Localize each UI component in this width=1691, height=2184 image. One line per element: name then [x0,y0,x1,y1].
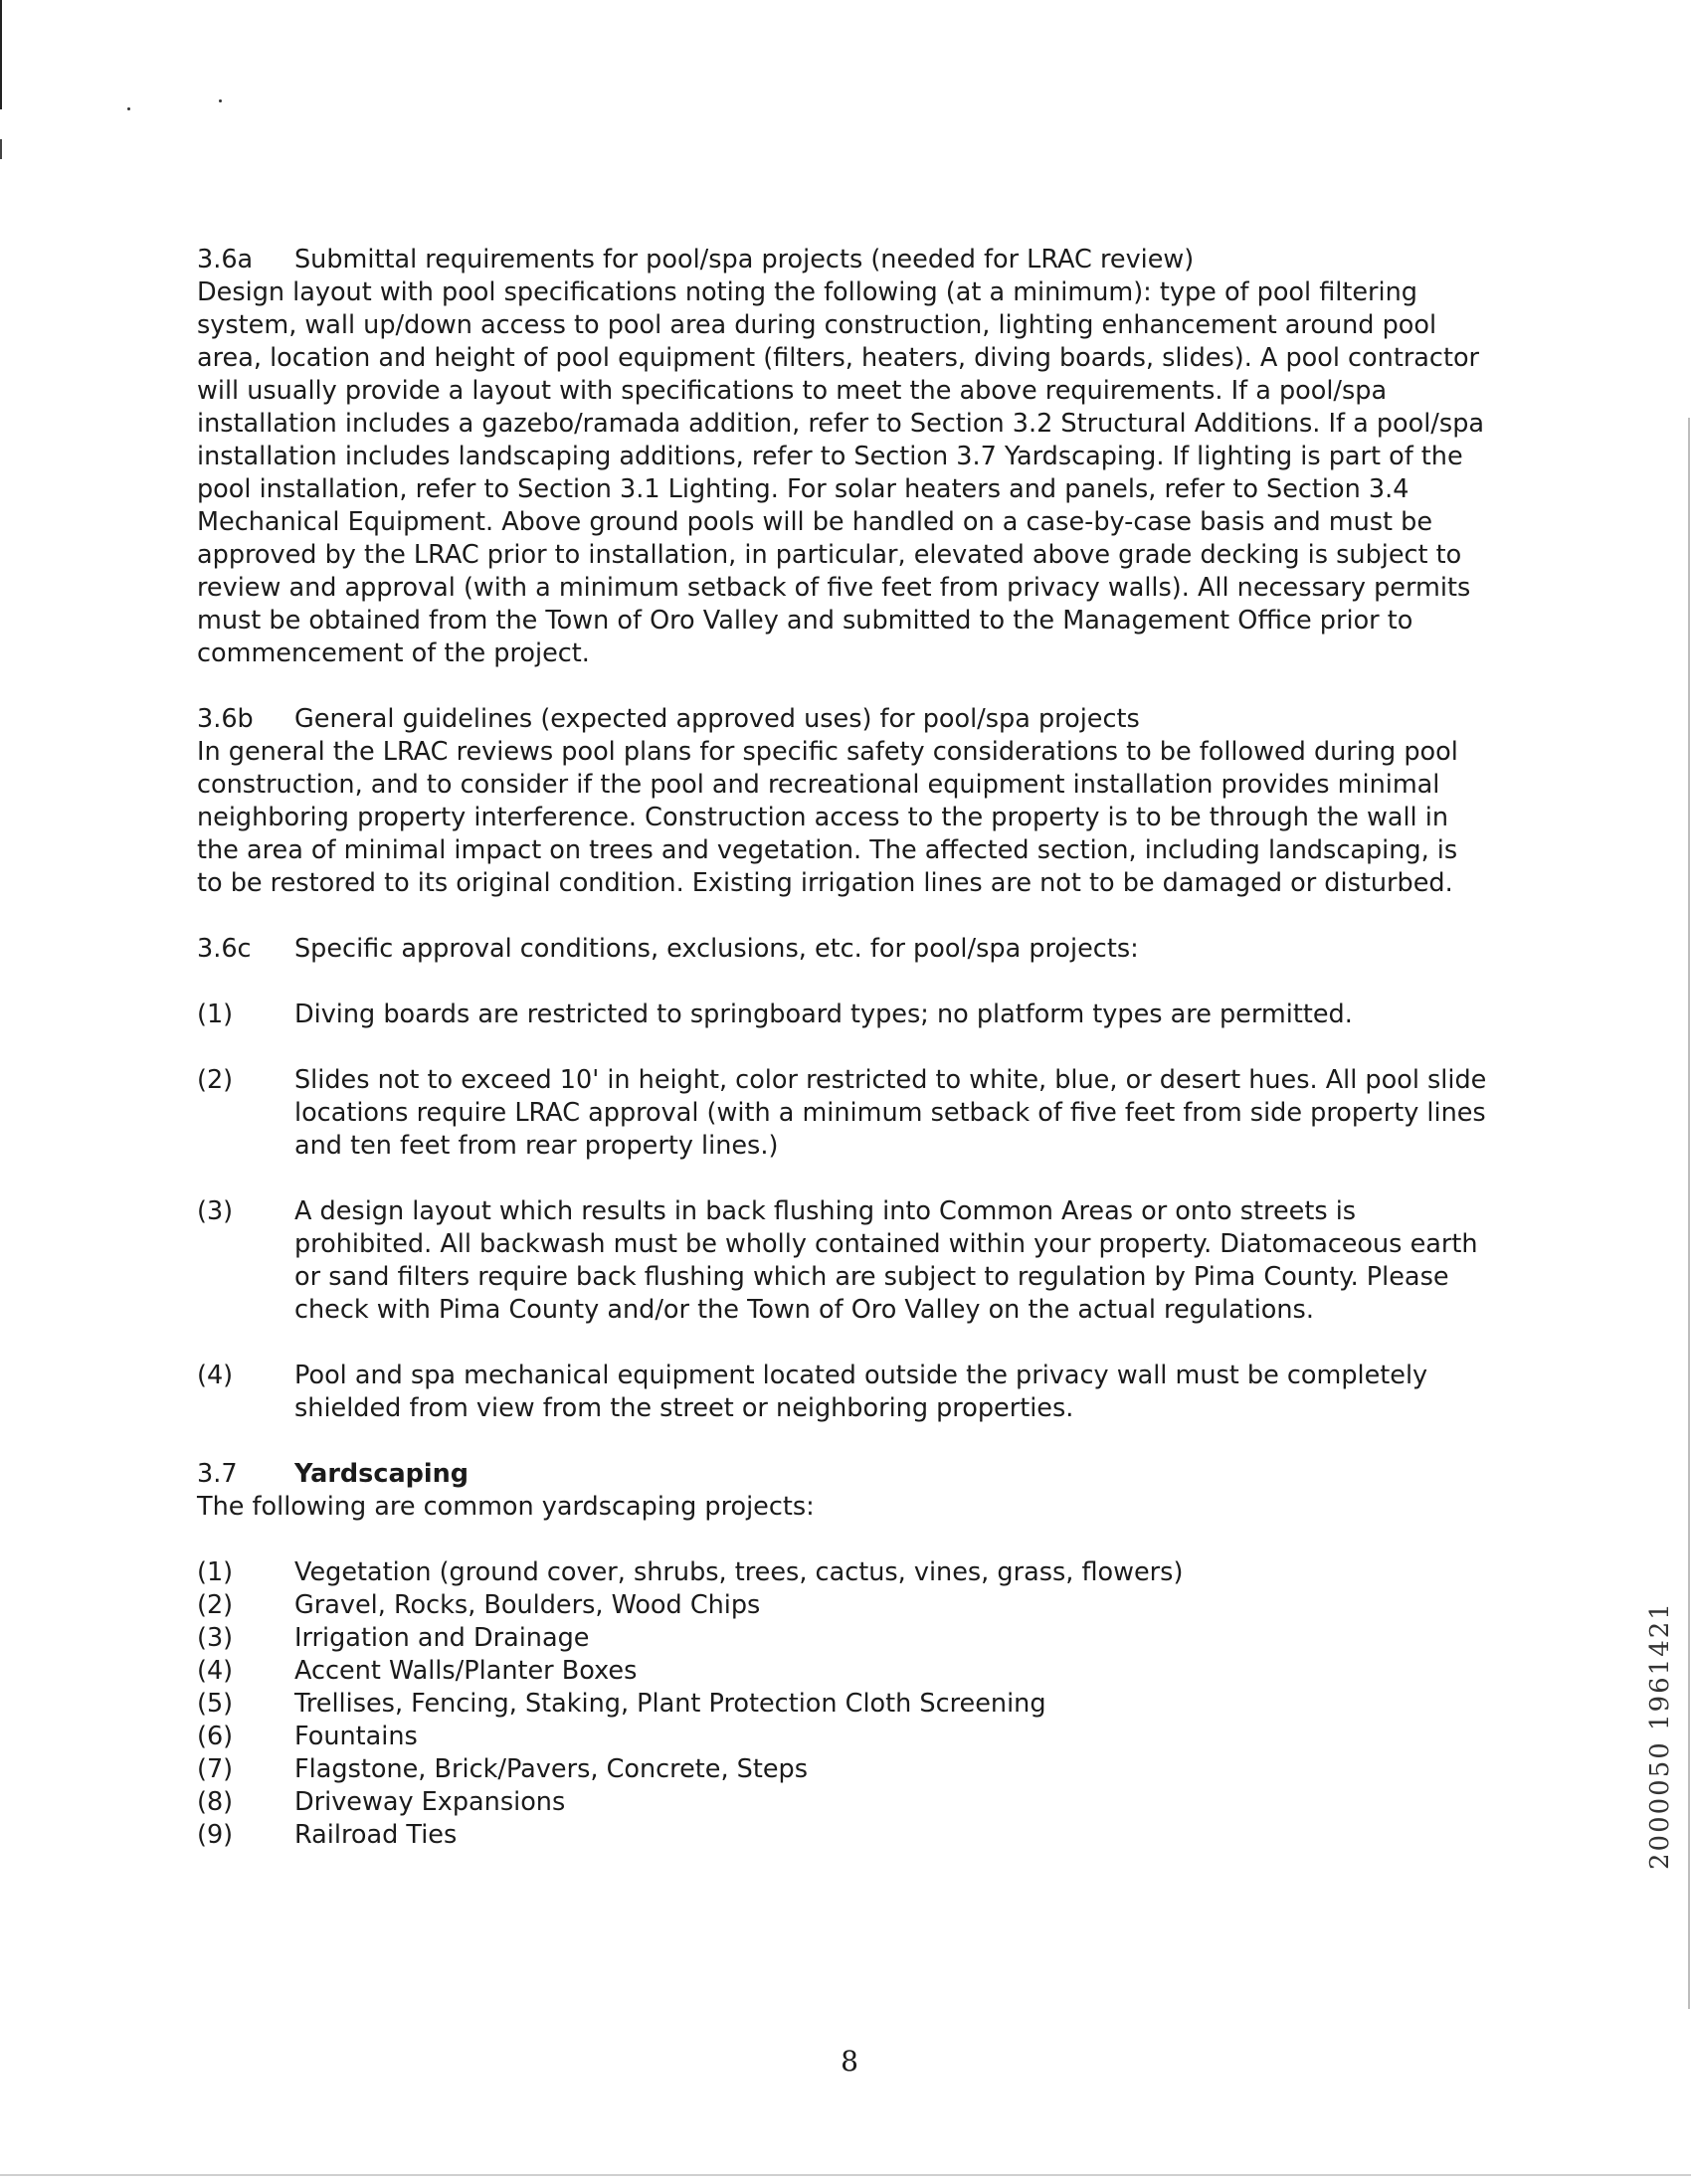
section-paragraph-3-6b: In general the LRAC reviews pool plans for specific safety considerations to be followed during pool construction, and to consider if the pool and recreational equipment installation provides minimal neighboring property interference. Construction access to the property is to be through the wall in the area of minimal impact on trees and vegetation. The affected section, including landscaping, is to be restored to its original condition. Existing irrigation lines are not to be damaged or disturbed. [197,737,1458,898]
page-number: 8 [841,2045,858,2078]
scan-edge-bottom [0,2174,1691,2176]
section-number: 3.6a [197,245,254,274]
list-item [197,1655,1490,1688]
item-text: Railroad Ties [294,1820,458,1850]
condition-item-1 [197,999,1490,1031]
list-item [197,1819,1490,1852]
section-title: Yardscaping [294,1459,470,1489]
item-number: (1) [197,1000,234,1029]
scan-edge-line [0,0,2,109]
section-title: Submittal requirements for pool/spa projects (needed for LRAC review) [294,245,1195,274]
list-item [197,1622,1490,1655]
section-heading-3-6b [197,703,1490,736]
page-body [197,244,1490,1852]
section-heading-3-6a [197,244,1490,276]
item-text: Vegetation (ground cover, shrubs, trees, cactus, vines, grass, flowers) [294,1557,1184,1587]
item-number: (4) [197,1361,234,1390]
list-item [197,1589,1490,1622]
item-text: Gravel, Rocks, Boulders, Wood Chips [294,1590,761,1620]
item-text: Slides not to exceed 10' in height, color restricted to white, blue, or desert hues. All pool slide locations require LRAC approval (with a minimum setback of five feet from side property lines and ten feet from rear property lines.) [294,1065,1487,1161]
section-heading-3-6c [197,933,1490,966]
list-item [197,1721,1490,1753]
item-number: (7) [197,1754,234,1784]
scan-speck [127,107,130,110]
item-number: (4) [197,1656,234,1686]
item-number: (8) [197,1787,234,1817]
section-number: 3.7 [197,1459,238,1489]
yardscaping-intro: The following are common yardscaping projects: [197,1492,815,1522]
scan-edge-mark [0,139,2,159]
item-number: (3) [197,1196,234,1226]
item-number: (6) [197,1722,234,1751]
item-text: A design layout which results in back flushing into Common Areas or onto streets is prohibited. All backwash must be wholly contained within your property. Diatomaceous earth or sand filters require back flushing which are subject to regulation by Pima County. Please check with Pima County and/or the Town of Oro Valley on the actual regulations. [294,1196,1478,1325]
list-item [197,1786,1490,1819]
item-text: Pool and spa mechanical equipment located outside the privacy wall must be completely shielded from view from the street or neighboring properties. [294,1361,1428,1423]
condition-item-3 [197,1195,1490,1327]
item-text: Flagstone, Brick/Pavers, Concrete, Steps [294,1754,809,1784]
scan-edge-line-right [1688,418,1690,2009]
list-item [197,1688,1490,1721]
item-text: Accent Walls/Planter Boxes [294,1656,638,1686]
item-number: (1) [197,1557,234,1587]
document-id-text: 2000050 1961421 [1645,1601,1675,1870]
item-number: (2) [197,1590,234,1620]
item-text: Fountains [294,1722,418,1751]
yardscaping-list [197,1556,1490,1852]
scan-speck [219,99,222,102]
item-text: Irrigation and Drainage [294,1623,590,1653]
list-item [197,1556,1490,1589]
condition-item-4 [197,1360,1490,1425]
item-number: (2) [197,1065,234,1095]
section-title: General guidelines (expected approved uses) for pool/spa projects [294,704,1140,734]
item-text: Driveway Expansions [294,1787,566,1817]
item-number: (9) [197,1820,234,1850]
item-text: Trellises, Fencing, Staking, Plant Protection Cloth Screening [294,1689,1046,1719]
section-paragraph-3-6a: Design layout with pool specifications noting the following (at a minimum): type of pool filtering system, wall up/down access to pool area during construction, lighting enhancement around pool area, location and height of pool equipment (filters, heaters, diving boards, slides). A pool contractor will usually provide a layout with specifications to meet the above requirements. If a pool/spa installation includes a gazebo/ramada addition, refer to Section 3.2 Structural Additions. If a pool/spa installation includes landscaping additions, refer to Section 3.7 Yardscaping. If lighting is part of the pool installation, refer to Section 3.1 Lighting. For solar heaters and panels, refer to Section 3.4 Mechanical Equipment. Above ground pools will be handled on a case-by-case basis and must be approved by the LRAC prior to installation, in particular, elevated above grade decking is subject to review and approval (with a minimum setback of five feet from privacy walls). All necessary permits must be obtained from the Town of Oro Valley and submitted to the Management Office prior to commencement of the project. [197,277,1485,668]
item-number: (5) [197,1689,234,1719]
section-heading-3-7 [197,1458,1490,1491]
section-title: Specific approval conditions, exclusions, etc. for pool/spa projects: [294,934,1139,964]
condition-item-2 [197,1064,1490,1163]
section-number: 3.6c [197,934,252,964]
item-text: Diving boards are restricted to springboard types; no platform types are permitted. [294,1000,1353,1029]
list-item [197,1753,1490,1786]
section-number: 3.6b [197,704,254,734]
document-id-stamp [1613,1601,1675,1870]
item-number: (3) [197,1623,234,1653]
